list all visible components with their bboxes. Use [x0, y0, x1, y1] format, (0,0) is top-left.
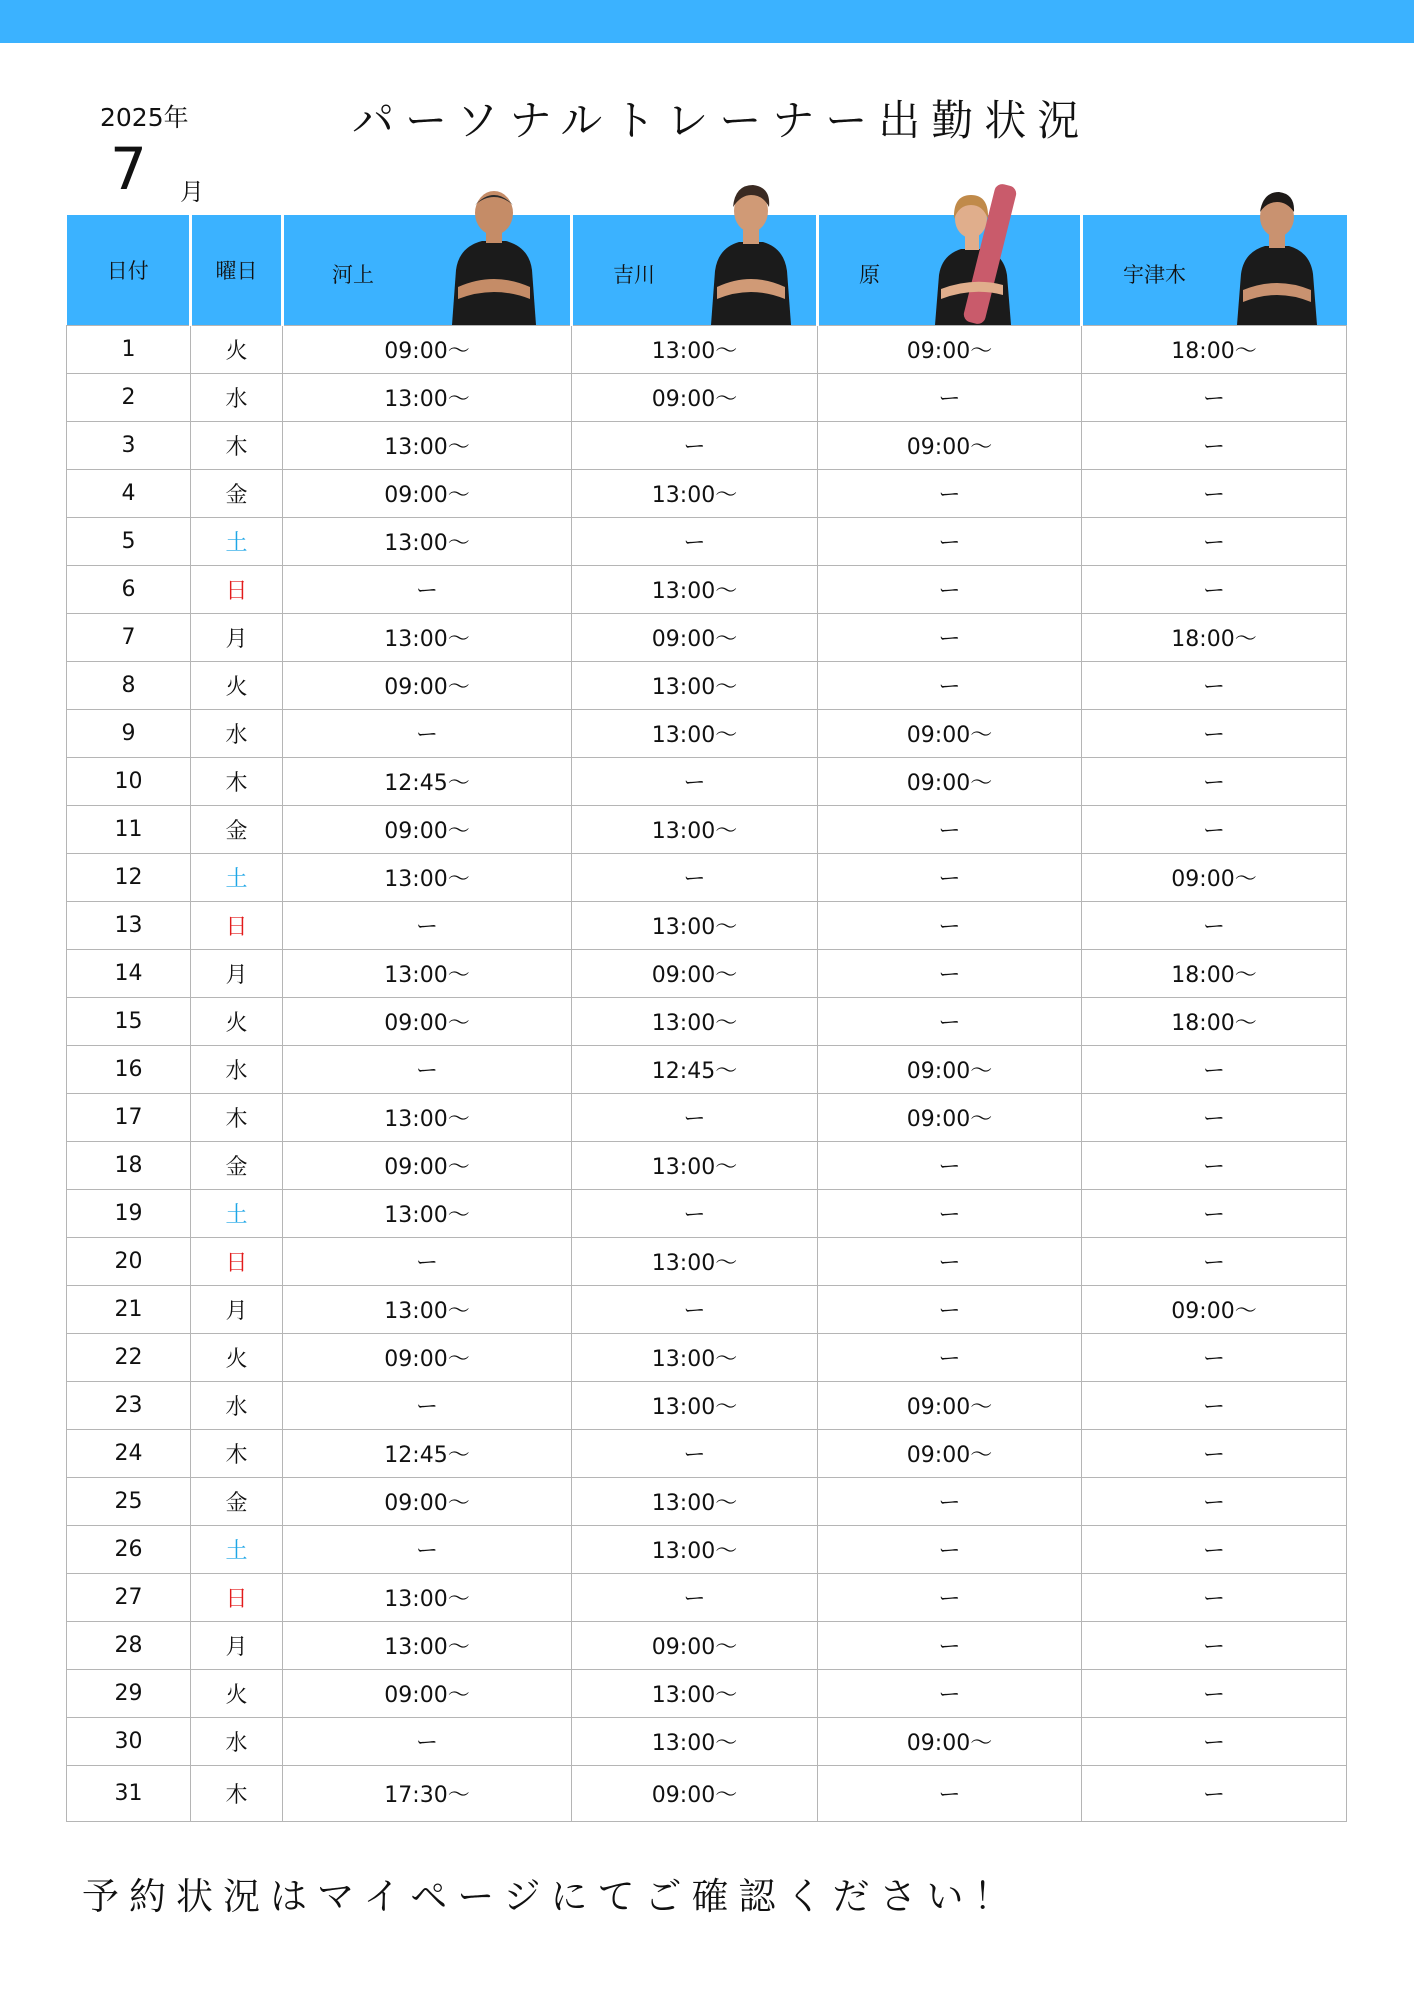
shift-cell-hara: ー — [818, 470, 1082, 518]
shift-cell-kawakami: 09:00～ — [283, 998, 572, 1046]
shift-cell-utsugi: ー — [1082, 1094, 1347, 1142]
shift-cell-utsugi: ー — [1082, 1142, 1347, 1190]
shift-cell-kawakami: ー — [283, 902, 572, 950]
shift-cell-utsugi: ー — [1082, 566, 1347, 614]
shift-cell-kawakami: 09:00～ — [283, 326, 572, 374]
shift-cell-yoshikawa: 12:45～ — [572, 1046, 818, 1094]
top-accent-bar — [0, 0, 1414, 43]
table-row — [67, 326, 1347, 374]
table-row — [67, 518, 1347, 566]
date-cell: 1 — [67, 326, 191, 374]
shift-cell-hara: ー — [818, 1142, 1082, 1190]
shift-cell-kawakami: 12:45～ — [283, 758, 572, 806]
shift-cell-hara: 09:00～ — [818, 422, 1082, 470]
shift-cell-hara: ー — [818, 518, 1082, 566]
weekday-cell: 水 — [191, 374, 283, 422]
shift-cell-yoshikawa: 09:00～ — [572, 614, 818, 662]
weekday-cell: 火 — [191, 998, 283, 1046]
table-row — [67, 998, 1347, 1046]
weekday-cell: 金 — [191, 1142, 283, 1190]
date-cell: 2 — [67, 374, 191, 422]
shift-cell-utsugi: ー — [1082, 374, 1347, 422]
date-cell: 4 — [67, 470, 191, 518]
table-row — [67, 1430, 1347, 1478]
date-cell: 6 — [67, 566, 191, 614]
date-cell: 7 — [67, 614, 191, 662]
date-cell: 16 — [67, 1046, 191, 1094]
column-header-yoshikawa — [572, 215, 818, 326]
shift-cell-yoshikawa: ー — [572, 1574, 818, 1622]
table-row — [67, 1478, 1347, 1526]
shift-cell-hara: ー — [818, 566, 1082, 614]
shift-cell-yoshikawa: 13:00～ — [572, 1718, 818, 1766]
weekday-cell: 金 — [191, 806, 283, 854]
shift-cell-hara: ー — [818, 1526, 1082, 1574]
shift-cell-hara: ー — [818, 1622, 1082, 1670]
column-header-kawakami — [283, 215, 572, 326]
shift-cell-utsugi: ー — [1082, 1382, 1347, 1430]
shift-cell-yoshikawa: 13:00～ — [572, 1382, 818, 1430]
table-row — [67, 1094, 1347, 1142]
table-row — [67, 1622, 1347, 1670]
shift-cell-kawakami: 09:00～ — [283, 1334, 572, 1382]
column-header-utsugi — [1082, 215, 1347, 326]
shift-cell-yoshikawa: ー — [572, 854, 818, 902]
shift-cell-hara: 09:00～ — [818, 1094, 1082, 1142]
shift-cell-utsugi: ー — [1082, 1046, 1347, 1094]
shift-cell-yoshikawa: 09:00～ — [572, 1622, 818, 1670]
weekday-cell: 木 — [191, 1094, 283, 1142]
footer-note: 予約状況はマイページにてご確認ください！ — [82, 1875, 1021, 1918]
weekday-cell: 月 — [191, 950, 283, 998]
shift-cell-kawakami: 13:00～ — [283, 518, 572, 566]
shift-cell-hara: 09:00～ — [818, 1046, 1082, 1094]
weekday-cell: 木 — [191, 758, 283, 806]
shift-cell-utsugi: ー — [1082, 1334, 1347, 1382]
shift-cell-yoshikawa: 13:00～ — [572, 1334, 818, 1382]
table-row — [67, 470, 1347, 518]
table-row — [67, 1046, 1347, 1094]
shift-cell-utsugi: 18:00～ — [1082, 326, 1347, 374]
trainer-photo-kawakami — [444, 175, 544, 325]
trainer-name-utsugi: 宇津木 — [1123, 263, 1186, 287]
shift-cell-kawakami: 13:00～ — [283, 854, 572, 902]
shift-cell-hara: ー — [818, 854, 1082, 902]
shift-cell-utsugi: 18:00～ — [1082, 998, 1347, 1046]
shift-cell-utsugi: ー — [1082, 1718, 1347, 1766]
shift-cell-kawakami: 09:00～ — [283, 806, 572, 854]
shift-cell-yoshikawa: 13:00～ — [572, 1478, 818, 1526]
shift-cell-hara: 09:00～ — [818, 710, 1082, 758]
shift-cell-yoshikawa: 13:00～ — [572, 806, 818, 854]
shift-cell-yoshikawa: 13:00～ — [572, 326, 818, 374]
shift-cell-yoshikawa: 13:00～ — [572, 662, 818, 710]
shift-cell-hara: ー — [818, 1190, 1082, 1238]
shift-cell-yoshikawa: 13:00～ — [572, 1238, 818, 1286]
date-cell: 11 — [67, 806, 191, 854]
shift-cell-kawakami: 13:00～ — [283, 1574, 572, 1622]
shift-cell-yoshikawa: 13:00～ — [572, 710, 818, 758]
shift-cell-utsugi: ー — [1082, 902, 1347, 950]
month-number: 7 — [110, 135, 147, 203]
shift-cell-utsugi: ー — [1082, 1526, 1347, 1574]
weekday-cell: 日 — [191, 902, 283, 950]
shift-cell-yoshikawa: ー — [572, 1094, 818, 1142]
date-cell: 12 — [67, 854, 191, 902]
shift-cell-yoshikawa: 13:00～ — [572, 1142, 818, 1190]
date-cell: 28 — [67, 1622, 191, 1670]
table-row — [67, 1574, 1347, 1622]
table-row — [67, 566, 1347, 614]
shift-cell-utsugi: ー — [1082, 1430, 1347, 1478]
date-cell: 13 — [67, 902, 191, 950]
trainer-name-yoshikawa: 吉川 — [613, 263, 655, 287]
date-cell: 30 — [67, 1718, 191, 1766]
weekday-cell: 火 — [191, 662, 283, 710]
shift-cell-kawakami: 13:00～ — [283, 1622, 572, 1670]
table-row — [67, 1190, 1347, 1238]
shift-cell-hara: 09:00～ — [818, 1718, 1082, 1766]
shift-cell-yoshikawa: ー — [572, 1286, 818, 1334]
date-cell: 25 — [67, 1478, 191, 1526]
shift-cell-utsugi: ー — [1082, 1622, 1347, 1670]
shift-cell-hara: ー — [818, 806, 1082, 854]
date-cell: 19 — [67, 1190, 191, 1238]
shift-cell-yoshikawa: 09:00～ — [572, 1766, 818, 1822]
shift-cell-kawakami: ー — [283, 566, 572, 614]
shift-cell-kawakami: ー — [283, 1238, 572, 1286]
weekday-cell: 金 — [191, 470, 283, 518]
date-cell: 23 — [67, 1382, 191, 1430]
trainer-name-hara: 原 — [859, 263, 880, 287]
date-cell: 17 — [67, 1094, 191, 1142]
shift-cell-utsugi: ー — [1082, 470, 1347, 518]
trainer-name-kawakami: 河上 — [332, 263, 374, 287]
shift-cell-kawakami: 13:00～ — [283, 422, 572, 470]
shift-cell-utsugi: 09:00～ — [1082, 854, 1347, 902]
shift-cell-yoshikawa: ー — [572, 1190, 818, 1238]
shift-cell-yoshikawa: 13:00～ — [572, 1670, 818, 1718]
date-cell: 20 — [67, 1238, 191, 1286]
weekday-cell: 木 — [191, 1766, 283, 1822]
weekday-cell: 月 — [191, 614, 283, 662]
shift-cell-kawakami: 09:00～ — [283, 1478, 572, 1526]
table-row — [67, 1286, 1347, 1334]
table-row — [67, 662, 1347, 710]
shift-cell-utsugi: ー — [1082, 1478, 1347, 1526]
trainer-photo-utsugi — [1229, 180, 1325, 325]
trainer-photo-yoshikawa — [701, 173, 801, 325]
shift-cell-yoshikawa: 13:00～ — [572, 470, 818, 518]
weekday-cell: 火 — [191, 1334, 283, 1382]
shift-cell-kawakami: ー — [283, 1382, 572, 1430]
shift-cell-kawakami: ー — [283, 1046, 572, 1094]
table-row — [67, 1766, 1347, 1822]
table-row — [67, 854, 1347, 902]
shift-cell-hara: ー — [818, 614, 1082, 662]
shift-cell-utsugi: ー — [1082, 518, 1347, 566]
shift-cell-kawakami: 09:00～ — [283, 470, 572, 518]
year-label: 2025年 — [100, 103, 189, 132]
page-title: パーソナルトレーナー出勤状況 — [352, 96, 1091, 145]
date-cell: 21 — [67, 1286, 191, 1334]
weekday-cell: 水 — [191, 1382, 283, 1430]
column-header-hara — [818, 215, 1082, 326]
shift-cell-hara: ー — [818, 374, 1082, 422]
attendance-table — [66, 215, 1347, 1822]
date-cell: 18 — [67, 1142, 191, 1190]
shift-cell-hara: 09:00～ — [818, 1382, 1082, 1430]
weekday-cell: 土 — [191, 854, 283, 902]
shift-cell-utsugi: 18:00～ — [1082, 950, 1347, 998]
table-row — [67, 806, 1347, 854]
shift-cell-hara: ー — [818, 1334, 1082, 1382]
shift-cell-yoshikawa: ー — [572, 1430, 818, 1478]
shift-cell-utsugi: ー — [1082, 1238, 1347, 1286]
shift-cell-utsugi: 09:00～ — [1082, 1286, 1347, 1334]
shift-cell-yoshikawa: ー — [572, 422, 818, 470]
weekday-cell: 日 — [191, 566, 283, 614]
shift-cell-utsugi: ー — [1082, 710, 1347, 758]
weekday-cell: 木 — [191, 1430, 283, 1478]
table-row — [67, 1718, 1347, 1766]
date-cell: 9 — [67, 710, 191, 758]
table-row — [67, 1238, 1347, 1286]
date-cell: 3 — [67, 422, 191, 470]
shift-cell-yoshikawa: 09:00～ — [572, 950, 818, 998]
shift-cell-utsugi: ー — [1082, 758, 1347, 806]
shift-cell-hara: ー — [818, 1574, 1082, 1622]
weekday-cell: 水 — [191, 1718, 283, 1766]
date-cell: 10 — [67, 758, 191, 806]
table-body — [67, 326, 1347, 1822]
shift-cell-yoshikawa: 13:00～ — [572, 566, 818, 614]
shift-cell-kawakami: 13:00～ — [283, 950, 572, 998]
date-cell: 24 — [67, 1430, 191, 1478]
shift-cell-kawakami: 13:00～ — [283, 614, 572, 662]
weekday-cell: 日 — [191, 1238, 283, 1286]
date-cell: 22 — [67, 1334, 191, 1382]
date-cell: 14 — [67, 950, 191, 998]
shift-cell-kawakami: 09:00～ — [283, 1142, 572, 1190]
shift-cell-kawakami: 09:00～ — [283, 662, 572, 710]
weekday-cell: 火 — [191, 326, 283, 374]
table-row — [67, 710, 1347, 758]
month-label: 月 — [180, 178, 204, 206]
date-cell: 29 — [67, 1670, 191, 1718]
shift-cell-kawakami: 12:45～ — [283, 1430, 572, 1478]
shift-cell-kawakami: 13:00～ — [283, 1094, 572, 1142]
table-row — [67, 614, 1347, 662]
weekday-cell: 金 — [191, 1478, 283, 1526]
shift-cell-yoshikawa: 13:00～ — [572, 998, 818, 1046]
weekday-cell: 水 — [191, 1046, 283, 1094]
date-cell: 27 — [67, 1574, 191, 1622]
shift-cell-utsugi: ー — [1082, 422, 1347, 470]
shift-cell-yoshikawa: 13:00～ — [572, 902, 818, 950]
weekday-cell: 月 — [191, 1622, 283, 1670]
trainer-photo-hara — [923, 177, 1023, 325]
weekday-cell: 火 — [191, 1670, 283, 1718]
column-header-weekday: 曜日 — [191, 215, 283, 326]
shift-cell-utsugi: 18:00～ — [1082, 614, 1347, 662]
date-cell: 5 — [67, 518, 191, 566]
table-row — [67, 422, 1347, 470]
table-row — [67, 950, 1347, 998]
shift-cell-hara: 09:00～ — [818, 1430, 1082, 1478]
shift-cell-utsugi: ー — [1082, 662, 1347, 710]
shift-cell-kawakami: 09:00～ — [283, 1670, 572, 1718]
table-header-row — [67, 215, 1347, 326]
shift-cell-hara: ー — [818, 1478, 1082, 1526]
shift-cell-yoshikawa: 09:00～ — [572, 374, 818, 422]
shift-cell-kawakami: ー — [283, 1526, 572, 1574]
shift-cell-hara: 09:00～ — [818, 758, 1082, 806]
shift-cell-kawakami: ー — [283, 710, 572, 758]
shift-cell-yoshikawa: ー — [572, 518, 818, 566]
weekday-cell: 日 — [191, 1574, 283, 1622]
table-row — [67, 1526, 1347, 1574]
shift-cell-hara: ー — [818, 902, 1082, 950]
shift-cell-hara: ー — [818, 1766, 1082, 1822]
table-row — [67, 1142, 1347, 1190]
weekday-cell: 月 — [191, 1286, 283, 1334]
table-row — [67, 1382, 1347, 1430]
date-cell: 26 — [67, 1526, 191, 1574]
weekday-cell: 水 — [191, 710, 283, 758]
shift-cell-yoshikawa: 13:00～ — [572, 1526, 818, 1574]
shift-cell-hara: 09:00～ — [818, 326, 1082, 374]
shift-cell-utsugi: ー — [1082, 806, 1347, 854]
column-header-date: 日付 — [67, 215, 191, 326]
shift-cell-kawakami: 13:00～ — [283, 374, 572, 422]
shift-cell-kawakami: 13:00～ — [283, 1286, 572, 1334]
table-row — [67, 758, 1347, 806]
shift-cell-utsugi: ー — [1082, 1670, 1347, 1718]
shift-cell-utsugi: ー — [1082, 1766, 1347, 1822]
shift-cell-hara: ー — [818, 1286, 1082, 1334]
date-cell: 8 — [67, 662, 191, 710]
shift-cell-hara: ー — [818, 662, 1082, 710]
weekday-cell: 木 — [191, 422, 283, 470]
shift-cell-hara: ー — [818, 950, 1082, 998]
shift-cell-yoshikawa: ー — [572, 758, 818, 806]
weekday-cell: 土 — [191, 1526, 283, 1574]
shift-cell-hara: ー — [818, 1670, 1082, 1718]
weekday-cell: 土 — [191, 518, 283, 566]
date-cell: 15 — [67, 998, 191, 1046]
shift-cell-hara: ー — [818, 1238, 1082, 1286]
shift-cell-utsugi: ー — [1082, 1574, 1347, 1622]
shift-cell-kawakami: 13:00～ — [283, 1190, 572, 1238]
shift-cell-utsugi: ー — [1082, 1190, 1347, 1238]
table-row — [67, 1334, 1347, 1382]
shift-cell-kawakami: ー — [283, 1718, 572, 1766]
shift-cell-kawakami: 17:30～ — [283, 1766, 572, 1822]
shift-cell-hara: ー — [818, 998, 1082, 1046]
table-row — [67, 1670, 1347, 1718]
table-row — [67, 902, 1347, 950]
weekday-cell: 土 — [191, 1190, 283, 1238]
date-cell: 31 — [67, 1766, 191, 1822]
table-row — [67, 374, 1347, 422]
